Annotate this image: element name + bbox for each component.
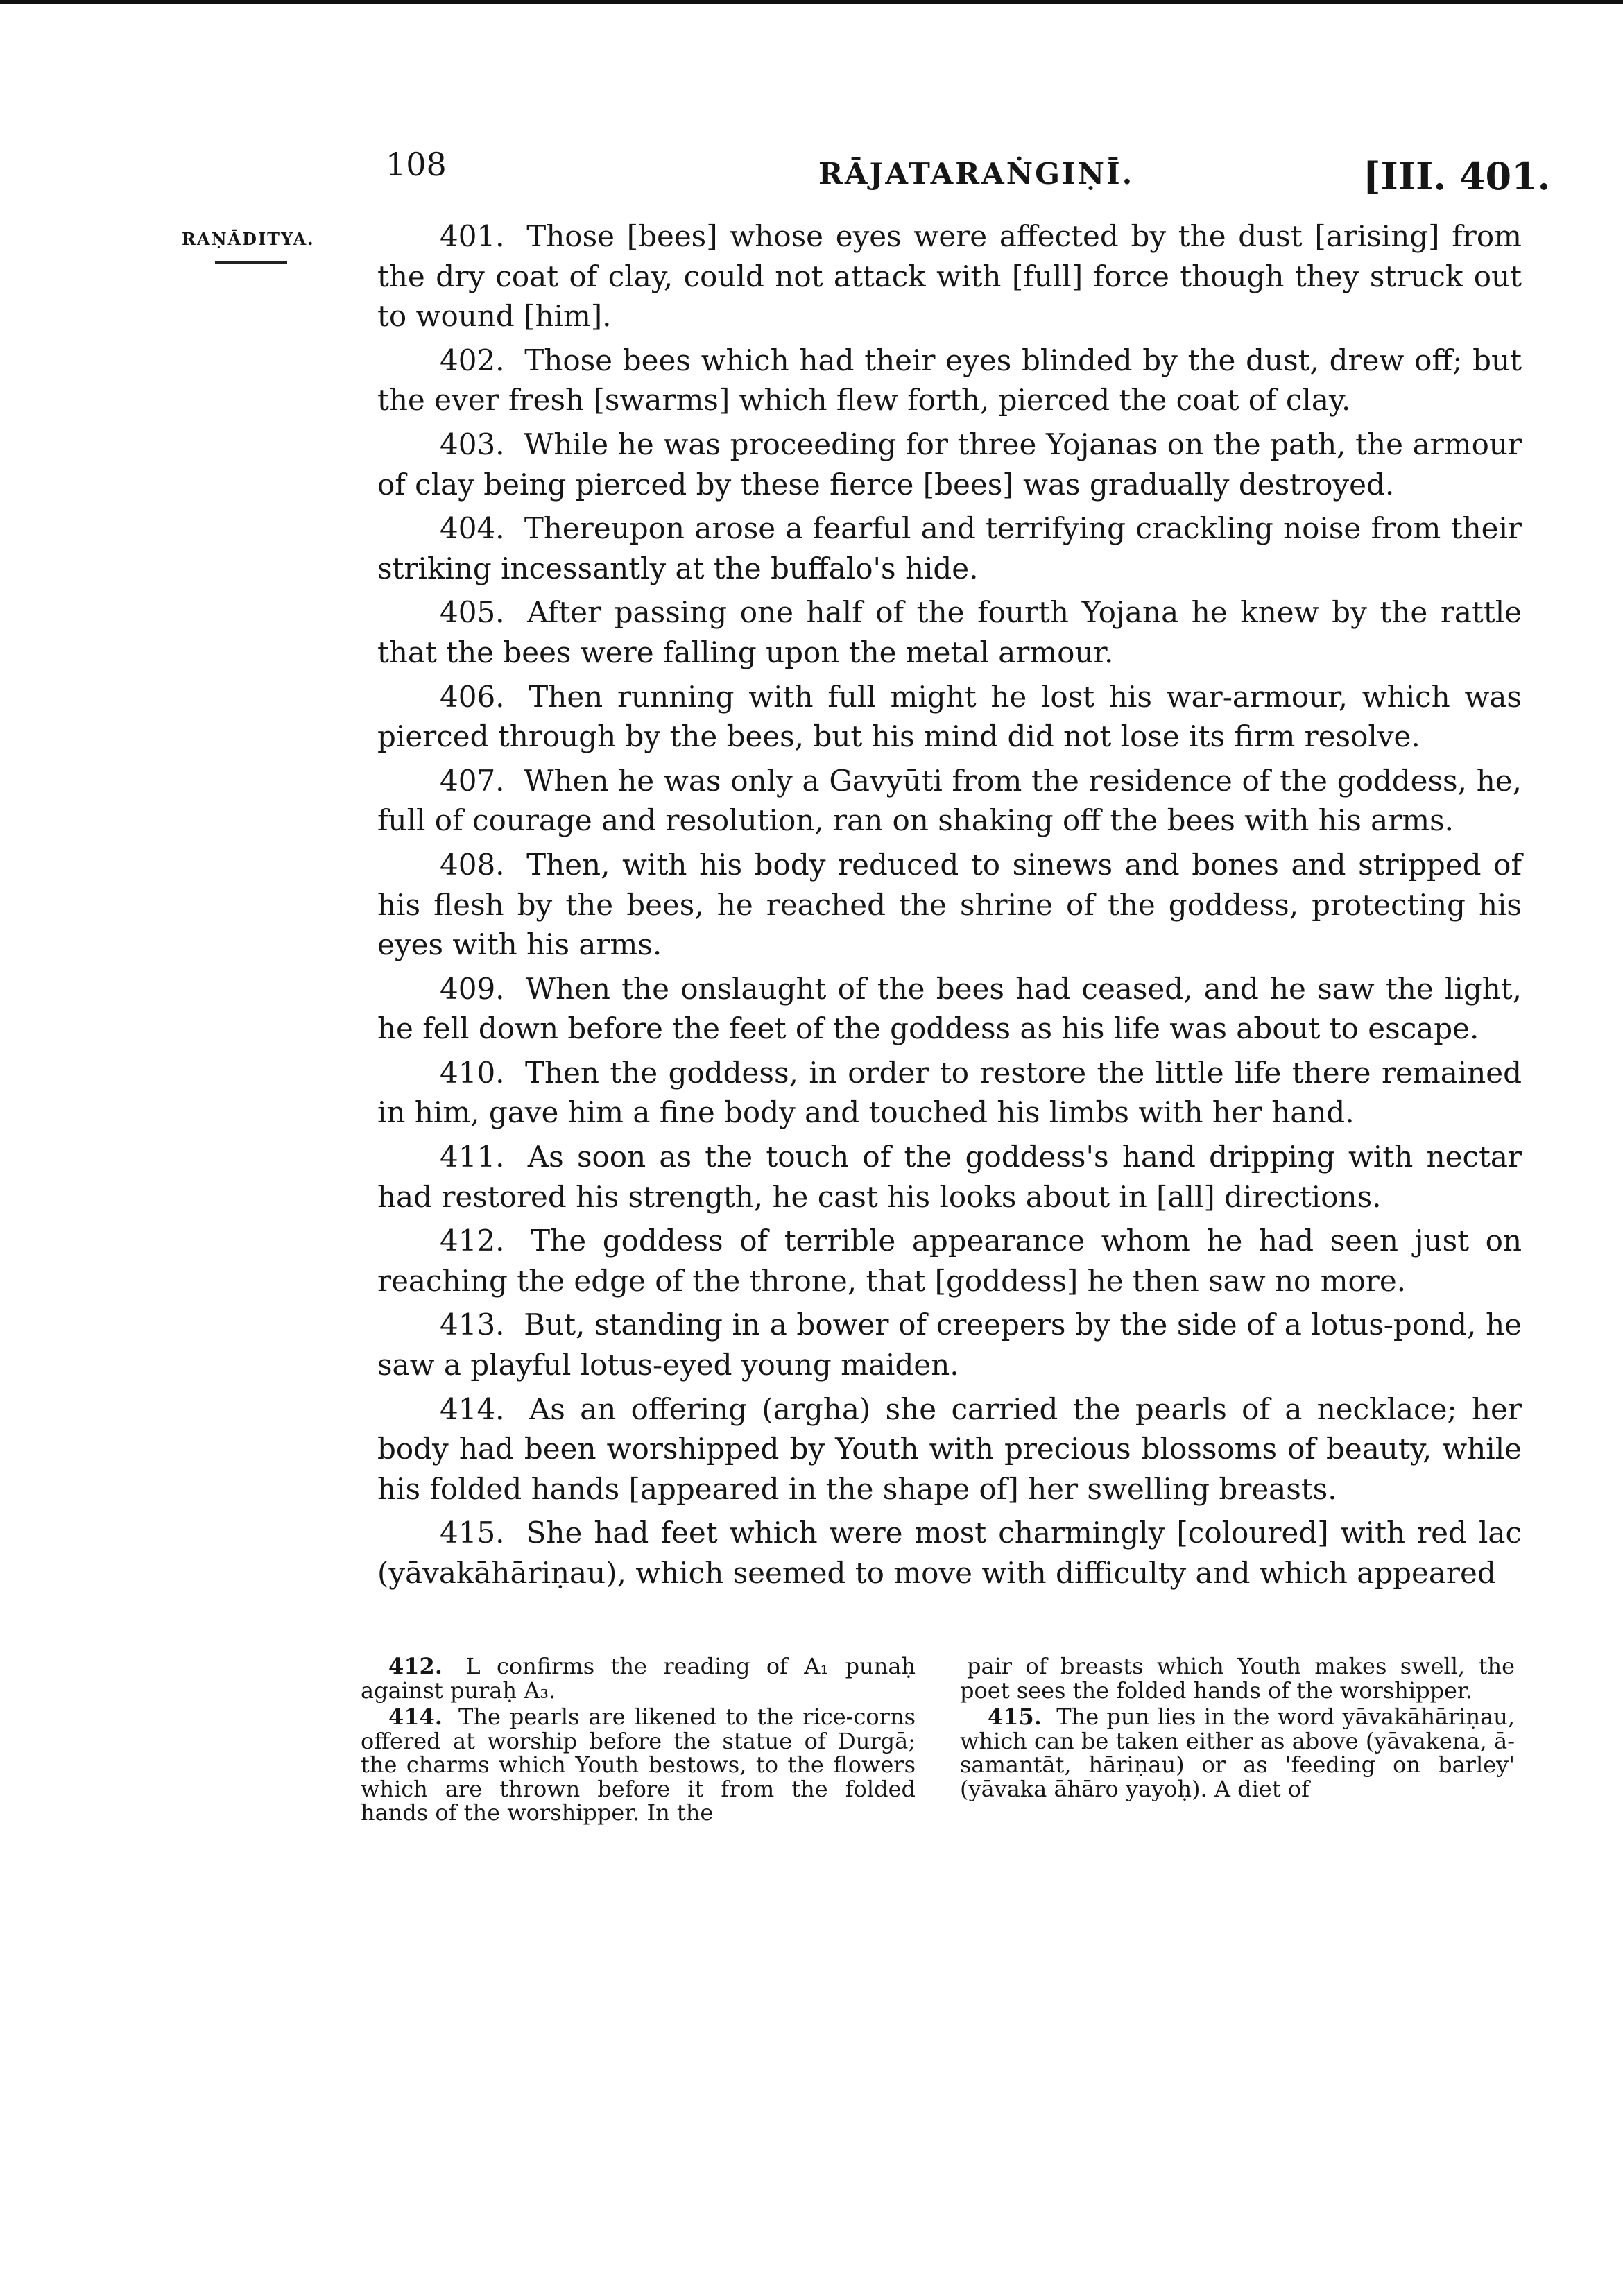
verse xyxy=(377,1513,1522,1593)
verse-text: As soon as the touch of the goddess's hand dripping with nectar had restored his strength, he cast his looks about in [all] directions. xyxy=(377,1140,1522,1214)
top-edge-rule xyxy=(0,0,1623,4)
verse-text: Then, with his body reduced to sinews and bones and stripped of his flesh by the bees, he reached the shrine of the goddess, protecting his eyes with his arms. xyxy=(377,847,1522,962)
verse xyxy=(377,677,1522,757)
section-reference: [III. 401. xyxy=(1363,154,1551,198)
verse-text: Thereupon arose a fearful and terrifying crackling noise from their striking incessantly at the buffalo's hide. xyxy=(377,511,1522,585)
verse-number: 414. xyxy=(440,1391,505,1426)
verse xyxy=(377,845,1522,965)
footnote-number: 414. xyxy=(388,1704,443,1730)
verse-number: 404. xyxy=(440,511,505,546)
verse-text: While he was proceeding for three Yojanas on the path, the armour of clay being pierced by these fierce [bees] was gradually destroyed. xyxy=(377,427,1522,502)
page-number: 108 xyxy=(386,146,447,183)
verse-text: When he was only a Gavyūti from the residence of the goddess, he, full of courage and resolution, ran on shaking off the bees with his arms. xyxy=(377,763,1522,838)
footnote xyxy=(361,1654,916,1702)
verse xyxy=(377,1137,1522,1217)
verse-text: When the onslaught of the bees had ceased, and he saw the light, he fell down before the feet of the goddess as his life was about to escape. xyxy=(377,971,1522,1046)
footnote xyxy=(960,1654,1515,1702)
verse xyxy=(377,1389,1522,1509)
footnote xyxy=(960,1705,1515,1801)
verse-number: 403. xyxy=(440,427,505,461)
verse-number: 415. xyxy=(440,1516,505,1550)
verse-text: As an offering (argha) she carried the pearls of a necklace; her body had been worshipped by Youth with precious blossoms of beauty, while his folded hands [appeared in the shape of] her swelling breasts. xyxy=(377,1391,1522,1506)
verse-text: Then running with full might he lost his war-armour, which was pierced through by the bees, but his mind did not lose its firm resolve. xyxy=(377,679,1522,754)
verse xyxy=(377,1221,1522,1301)
footnotes xyxy=(361,1654,1515,1828)
verse xyxy=(377,761,1522,841)
verse xyxy=(377,592,1522,672)
verse-number: 411. xyxy=(440,1140,505,1174)
footnote-text: L confirms the reading of A₁ punaḥ against puraḥ A₃. xyxy=(361,1653,916,1704)
verse-number: 412. xyxy=(440,1224,505,1258)
footnote xyxy=(361,1705,916,1825)
footnote-number: 412. xyxy=(388,1653,443,1679)
verse-number: 413. xyxy=(440,1308,505,1342)
verse-number: 410. xyxy=(440,1055,505,1090)
verse-body xyxy=(377,216,1522,1597)
verse xyxy=(377,1053,1522,1133)
footnote-text: The pun lies in the word yāvakāhāriṇau, which can be taken either as above (yāvakena, ā-samantāt, hāriṇau) or as 'feeding on barley' (yāvaka āhāro yayoḥ). A diet of xyxy=(960,1704,1515,1802)
verse xyxy=(377,216,1522,336)
footnote-number: 415. xyxy=(988,1704,1042,1730)
verse xyxy=(377,341,1522,420)
verse xyxy=(377,1305,1522,1385)
verse-text: She had feet which were most charmingly [coloured] with red lac (yāvakāhāriṇau), which seemed to move with difficulty and which appeared xyxy=(377,1516,1522,1590)
verse xyxy=(377,969,1522,1049)
verse-text: Those bees which had their eyes blinded by the dust, drew off; but the ever fresh [swarms] which flew forth, pierced the coat of clay. xyxy=(377,343,1522,418)
side-note-rule xyxy=(215,261,287,264)
verse-number: 407. xyxy=(440,763,505,798)
margin-side-note: RAṆĀDITYA. xyxy=(182,229,315,249)
verse-number: 402. xyxy=(440,343,505,377)
verse-text: Those [bees] whose eyes were affected by the dust [arising] from the dry coat of clay, could not attack with [full] force though they struck out to wound [him]. xyxy=(377,219,1522,334)
verse-text: After passing one half of the fourth Yojana he knew by the rattle that the bees were falling upon the metal armour. xyxy=(377,595,1522,669)
verse-number: 405. xyxy=(440,595,505,630)
footnote-text: The pearls are likened to the rice-corns offered at worship before the statue of Durgā; the charms which Youth bestows, to the flowers which are thrown before it from the folded hands of the worshipper. In the xyxy=(361,1704,916,1826)
footnote-column-right xyxy=(960,1654,1515,1828)
verse-number: 401. xyxy=(440,219,505,253)
running-title: RĀJATARAṄGIṆĪ. xyxy=(818,157,1135,191)
verse xyxy=(377,508,1522,588)
footnote-column-left xyxy=(361,1654,916,1828)
verse-text: The goddess of terrible appearance whom he had seen just on reaching the edge of the throne, that [goddess] he then saw no more. xyxy=(377,1224,1522,1298)
verse-number: 409. xyxy=(440,971,505,1006)
verse-number: 406. xyxy=(440,679,505,714)
verse-text: Then the goddess, in order to restore the little life there remained in him, gave him a fine body and touched his limbs with her hand. xyxy=(377,1055,1522,1130)
verse-text: But, standing in a bower of creepers by the side of a lotus-pond, he saw a playful lotus-eyed young maiden. xyxy=(377,1308,1522,1382)
verse xyxy=(377,425,1522,504)
footnote-text: pair of breasts which Youth makes swell, the poet sees the folded hands of the worshipper. xyxy=(960,1653,1515,1704)
verse-number: 408. xyxy=(440,847,505,882)
